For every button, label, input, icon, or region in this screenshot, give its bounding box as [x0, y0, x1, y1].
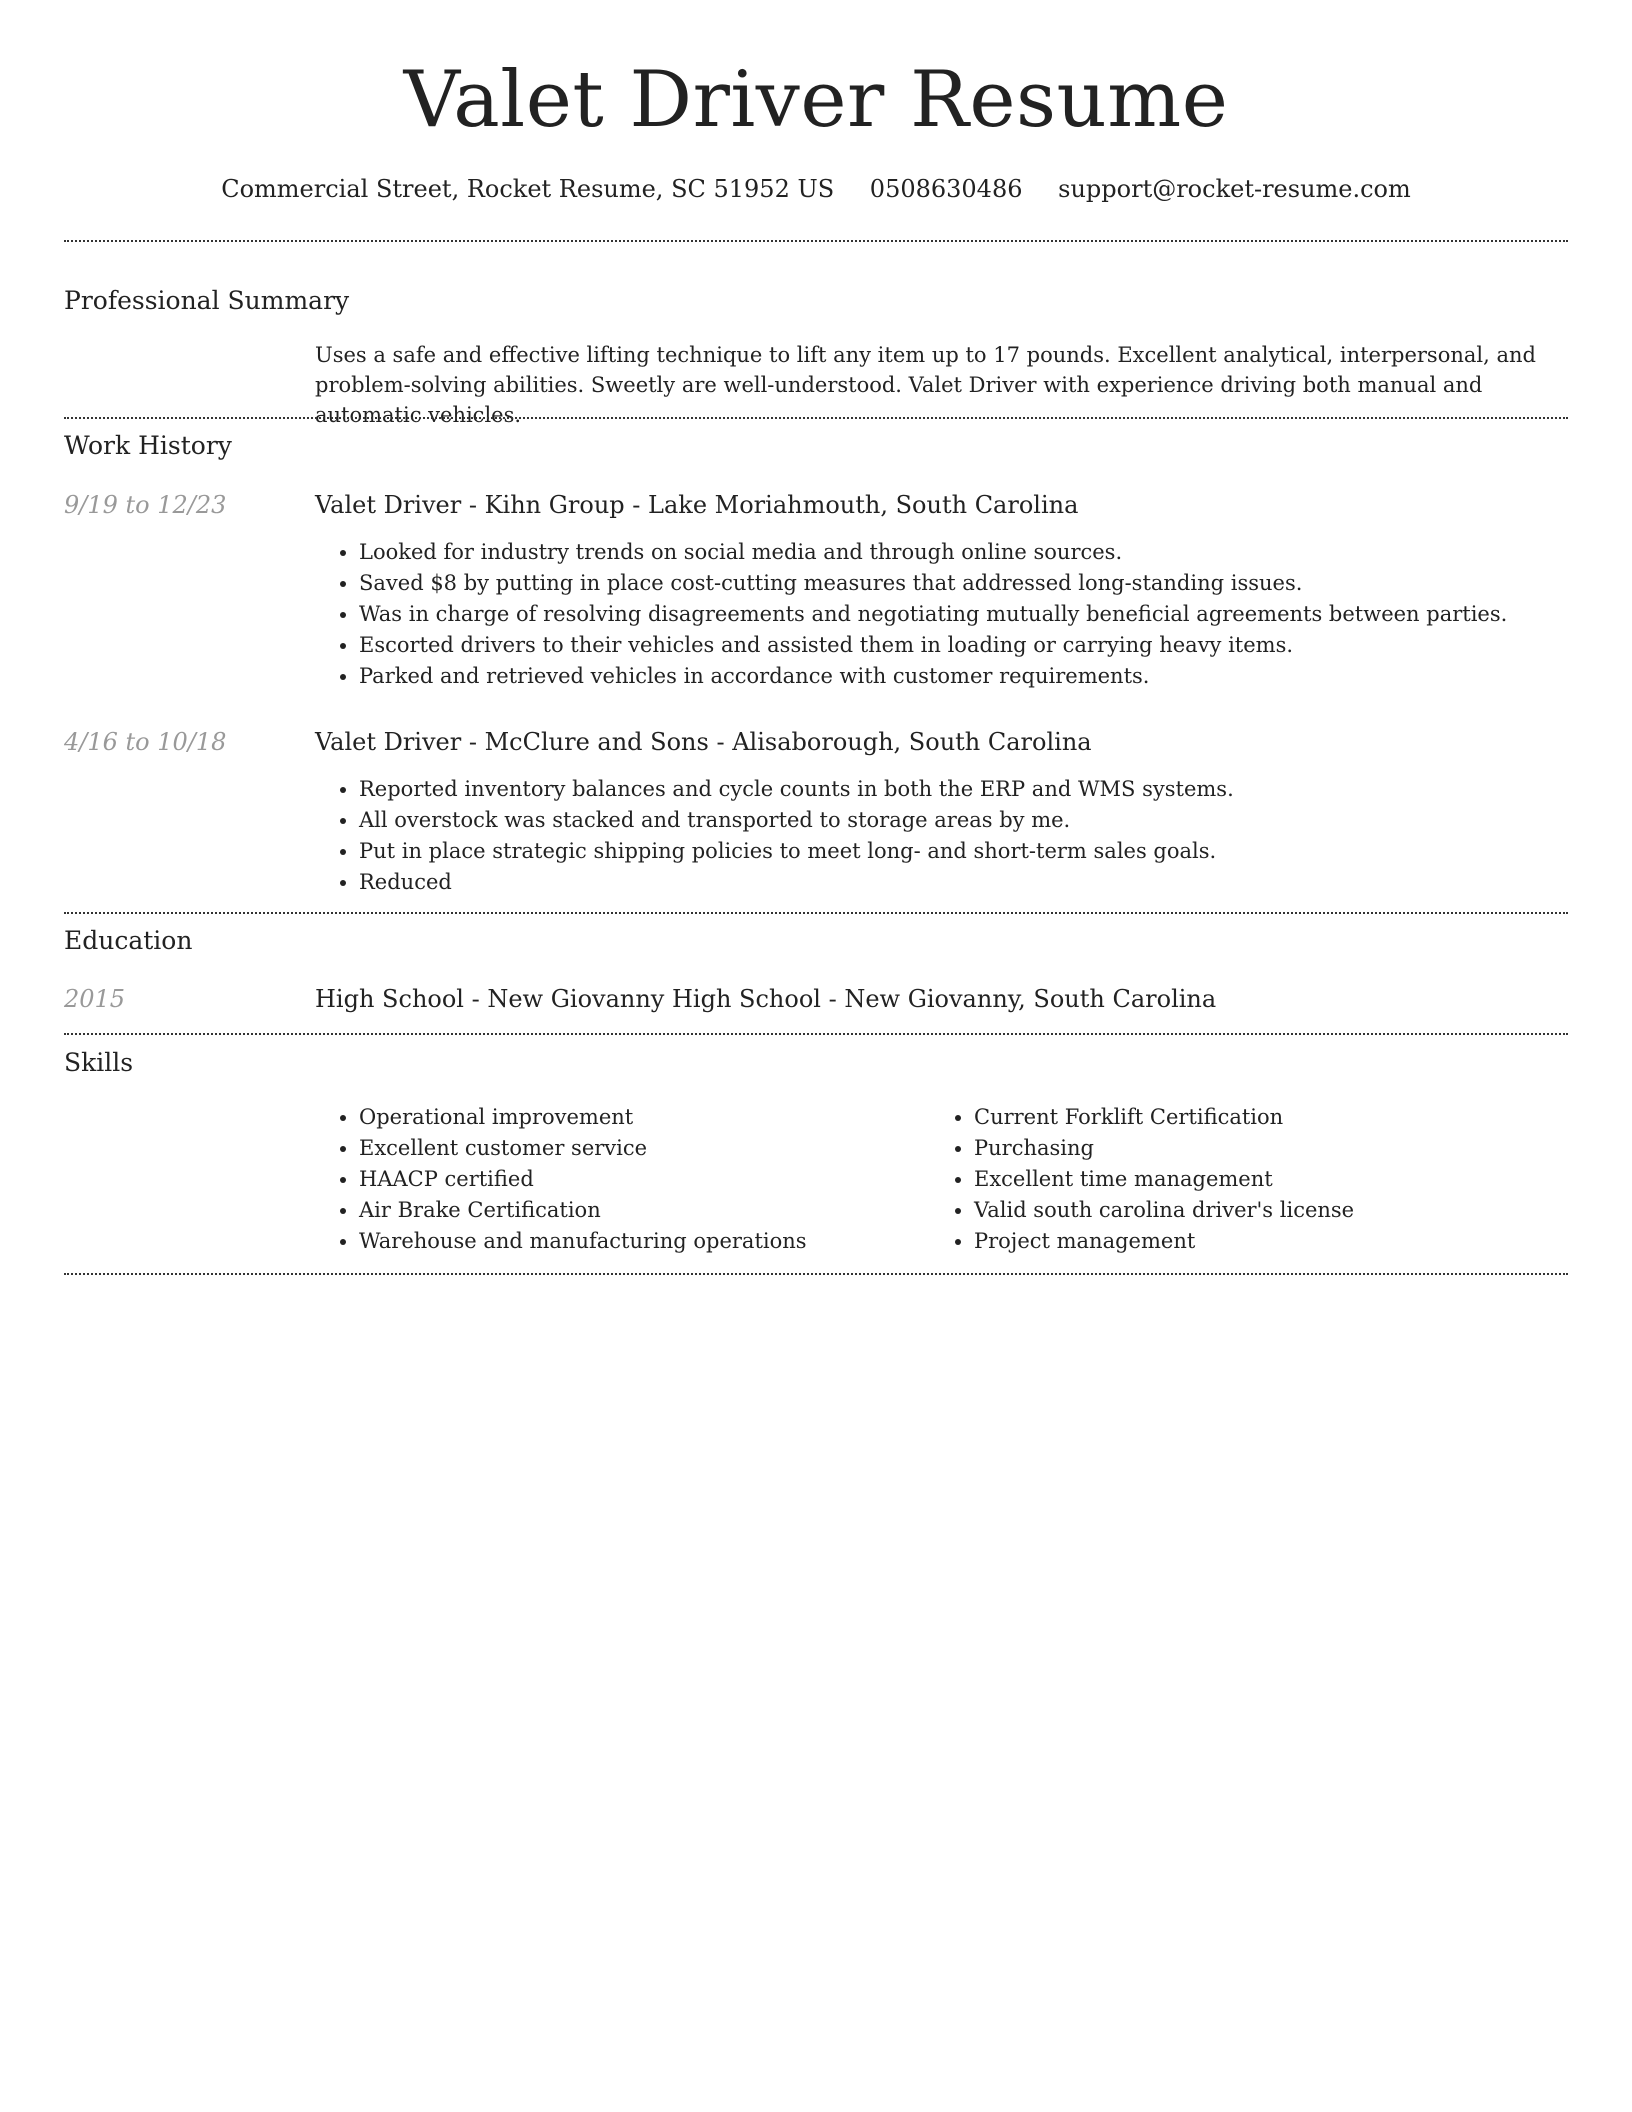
job-company: McClure and Sons	[484, 728, 709, 756]
job-location: Alisaborough, South Carolina	[732, 728, 1092, 756]
job-bullets	[315, 774, 1234, 898]
section-divider	[64, 1033, 1568, 1035]
job-heading	[315, 488, 1078, 522]
job-location: Lake Moriahmouth, South Carolina	[648, 491, 1079, 519]
education-heading: Education	[64, 926, 193, 955]
separator: -	[820, 985, 845, 1013]
contact-address: Commercial Street, Rocket Resume, SC 51952 US	[221, 175, 835, 203]
education-heading-line	[315, 982, 1216, 1016]
list-item: • Current Forklift Certification	[974, 1102, 1354, 1133]
summary-text: Uses a safe and effective lifting technique to lift any item up to 17 pounds. Excellent analytical, interpersonal, and problem-solving abilities. Sweetly are well-understood. Valet Driver with experience driving both manual and automatic vehicles.	[315, 343, 1536, 427]
list-item: • Reduced	[359, 867, 1234, 898]
list-item: • Was in charge of resolving disagreements and negotiating mutually beneficial agreements between parties.	[359, 599, 1507, 630]
list-item: • Saved $8 by putting in place cost-cutting measures that addressed long-standing issues.	[359, 568, 1507, 599]
separator: -	[461, 491, 485, 519]
list-item: • Reported inventory balances and cycle counts in both the ERP and WMS systems.	[359, 774, 1234, 805]
list-item: • Parked and retrieved vehicles in accordance with customer requirements.	[359, 661, 1507, 692]
separator: -	[463, 985, 488, 1013]
page-title: Valet Driver Resume	[403, 55, 1229, 145]
education-school: New Giovanny High School	[487, 985, 821, 1013]
section-divider	[64, 1273, 1568, 1275]
list-item: • Valid south carolina driver's license	[974, 1195, 1354, 1226]
job-dates: 4/16 to 10/18	[64, 728, 227, 756]
list-item: • Escorted drivers to their vehicles and assisted them in loading or carrying heavy items.	[359, 630, 1507, 661]
skills-heading: Skills	[64, 1048, 134, 1077]
contact-phone: 0508630486	[869, 175, 1023, 203]
separator: -	[461, 728, 485, 756]
work-history-heading: Work History	[64, 431, 232, 460]
education-degree: High School	[315, 985, 464, 1013]
separator: -	[624, 491, 649, 519]
section-divider	[64, 912, 1568, 914]
job-title: Valet Driver	[315, 491, 462, 519]
job-heading	[315, 725, 1092, 759]
list-item: • Warehouse and manufacturing operations	[359, 1226, 807, 1257]
list-item: • HAACP certified	[359, 1164, 807, 1195]
list-item: • Excellent customer service	[359, 1133, 807, 1164]
job-title: Valet Driver	[315, 728, 462, 756]
skills-list-right	[930, 1102, 1354, 1257]
education-year: 2015	[64, 985, 126, 1013]
separator: -	[708, 728, 733, 756]
section-divider	[64, 240, 1568, 242]
job-dates: 9/19 to 12/23	[64, 491, 227, 519]
summary-heading: Professional Summary	[64, 286, 350, 315]
contact-email: support@rocket-resume.com	[1058, 175, 1411, 203]
job-bullets	[315, 537, 1507, 692]
list-item: • All overstock was stacked and transported to storage areas by me.	[359, 805, 1234, 836]
education-location: New Giovanny, South Carolina	[844, 985, 1217, 1013]
list-item: • Project management	[974, 1226, 1354, 1257]
list-item: • Excellent time management	[974, 1164, 1354, 1195]
contact-line	[64, 172, 1568, 206]
list-item: • Operational improvement	[359, 1102, 807, 1133]
list-item: • Purchasing	[974, 1133, 1354, 1164]
list-item: • Looked for industry trends on social media and through online sources.	[359, 537, 1507, 568]
list-item: • Put in place strategic shipping policies to meet long- and short-term sales goals.	[359, 836, 1234, 867]
section-divider	[64, 417, 1568, 419]
list-item: • Air Brake Certification	[359, 1195, 807, 1226]
job-company: Kihn Group	[484, 491, 625, 519]
skills-list-left	[315, 1102, 807, 1257]
